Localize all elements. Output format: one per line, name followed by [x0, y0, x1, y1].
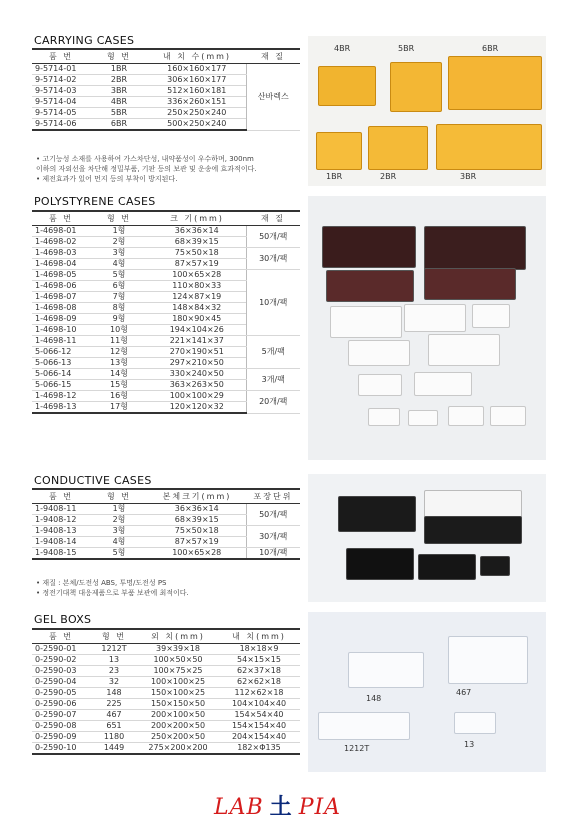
photo-label: 1BR — [326, 172, 343, 181]
table-cell: 5개/팩 — [246, 336, 300, 369]
table-cell: 336×260×151 — [148, 97, 246, 108]
table-cell: 4형 — [90, 259, 148, 270]
table-cell: 1-4698-09 — [32, 314, 90, 325]
table-cell: 182×Φ135 — [218, 743, 300, 755]
col-header: 크 기(mm) — [148, 211, 246, 226]
table-cell: 5BR — [90, 108, 148, 119]
table-cell: 3형 — [90, 248, 148, 259]
conductive-notes — [36, 578, 189, 598]
table-cell: 32 — [90, 677, 138, 688]
table-cell: 87×57×19 — [148, 259, 246, 270]
table-cell: 10형 — [90, 325, 148, 336]
table-cell: 54×15×15 — [218, 655, 300, 666]
table-cell: 180×90×45 — [148, 314, 246, 325]
table-cell: 1형 — [90, 226, 148, 237]
table-cell: 30개/팩 — [246, 248, 300, 270]
table-cell: 1-9408-13 — [32, 526, 90, 537]
logo-lab: LAB — [214, 795, 264, 820]
table-cell: 1-4698-06 — [32, 281, 90, 292]
table-cell: 1-4698-12 — [32, 391, 90, 402]
col-header: 형 번 — [90, 629, 138, 644]
table-row — [32, 644, 300, 655]
table-cell: 0-2590-10 — [32, 743, 90, 755]
gel-boxs-photo — [308, 612, 546, 772]
photo-label: 467 — [456, 688, 472, 697]
table-cell: 275×200×200 — [138, 743, 218, 755]
table-row — [32, 677, 300, 688]
table-cell: 306×160×177 — [148, 75, 246, 86]
table-row — [32, 699, 300, 710]
table-cell: 0-2590-05 — [32, 688, 90, 699]
table-cell: 5형 — [90, 548, 148, 560]
gel-title: GEL BOXS — [34, 613, 92, 626]
table-cell: 110×80×33 — [148, 281, 246, 292]
table-cell: 1449 — [90, 743, 138, 755]
carrying-notes — [36, 154, 257, 184]
col-header: 재 질 — [246, 211, 300, 226]
photo-label: 13 — [464, 740, 475, 749]
table-cell: 4형 — [90, 537, 148, 548]
conductive-title: CONDUCTIVE CASES — [34, 474, 152, 487]
table-cell: 1-4698-02 — [32, 237, 90, 248]
polystyrene-table — [32, 210, 300, 414]
table-cell: 23 — [90, 666, 138, 677]
table-cell: 1-4698-03 — [32, 248, 90, 259]
table-cell: 154×54×40 — [218, 710, 300, 721]
table-cell: 1-4698-05 — [32, 270, 90, 281]
table-cell: 100×50×50 — [138, 655, 218, 666]
table-cell: 62×62×18 — [218, 677, 300, 688]
photo-label: 2BR — [380, 172, 397, 181]
table-cell: 2형 — [90, 515, 148, 526]
table-cell: 10개/팩 — [246, 270, 300, 336]
note-line: 이하의 자외선을 차단해 정밀부품, 기판 등의 보관 및 운송에 효과적이다. — [36, 165, 257, 173]
table-cell: 7형 — [90, 292, 148, 303]
col-header: 재 질 — [246, 49, 300, 64]
table-cell: 148 — [90, 688, 138, 699]
table-cell: 250×200×50 — [138, 732, 218, 743]
table-cell: 363×263×50 — [148, 380, 246, 391]
table-cell: 4BR — [90, 97, 148, 108]
table-cell: 68×39×15 — [148, 515, 246, 526]
col-header: 형 번 — [90, 489, 148, 504]
table-cell: 1-9408-12 — [32, 515, 90, 526]
table-cell: 1BR — [90, 64, 148, 75]
col-header: 형 번 — [90, 49, 148, 64]
polystyrene-title: POLYSTYRENE CASES — [34, 195, 156, 208]
table-cell: 17형 — [90, 402, 148, 414]
table-cell: 9-5714-05 — [32, 108, 90, 119]
note-line: • 재질 : 본체/도전성 ABS, 투명/도전성 PS — [36, 579, 167, 587]
carrying-cases-photo — [308, 36, 546, 186]
table-cell: 150×150×50 — [138, 699, 218, 710]
table-cell: 5-066-14 — [32, 369, 90, 380]
col-header: 내 치(mm) — [218, 629, 300, 644]
table-cell: 160×160×177 — [148, 64, 246, 75]
table-cell: 1-9408-14 — [32, 537, 90, 548]
table-cell: 14형 — [90, 369, 148, 380]
table-row — [32, 226, 300, 237]
carrying-table — [32, 48, 300, 131]
table-cell: 15형 — [90, 380, 148, 391]
table-cell: 0-2590-04 — [32, 677, 90, 688]
table-cell: 5형 — [90, 270, 148, 281]
table-cell: 10개/팩 — [246, 548, 300, 560]
table-cell: 0-2590-01 — [32, 644, 90, 655]
table-cell: 225 — [90, 699, 138, 710]
table-cell: 9-5714-03 — [32, 86, 90, 97]
table-cell: 1-9408-11 — [32, 504, 90, 515]
table-cell: 1-4698-10 — [32, 325, 90, 336]
col-header: 형 번 — [90, 211, 148, 226]
photo-label: 148 — [366, 694, 382, 703]
col-header: 품 번 — [32, 49, 90, 64]
photo-label: 6BR — [482, 44, 499, 53]
table-cell: 100×75×25 — [138, 666, 218, 677]
table-cell: 36×36×14 — [148, 226, 246, 237]
table-cell: 5-066-12 — [32, 347, 90, 358]
table-row — [32, 64, 300, 75]
table-row — [32, 743, 300, 755]
table-cell: 467 — [90, 710, 138, 721]
logo-mid: 土 — [269, 794, 293, 820]
col-header: 외 치(mm) — [138, 629, 218, 644]
table-cell: 9형 — [90, 314, 148, 325]
table-row — [32, 732, 300, 743]
table-cell: 297×210×50 — [148, 358, 246, 369]
table-cell: 87×57×19 — [148, 537, 246, 548]
conductive-table — [32, 488, 300, 560]
table-cell: 200×100×50 — [138, 710, 218, 721]
table-cell: 1-9408-15 — [32, 548, 90, 560]
table-cell: 36×36×14 — [148, 504, 246, 515]
table-cell: 75×50×18 — [148, 526, 246, 537]
col-header: 품 번 — [32, 629, 90, 644]
table-cell: 30개/팩 — [246, 526, 300, 548]
table-cell: 8형 — [90, 303, 148, 314]
table-cell: 5-066-15 — [32, 380, 90, 391]
table-cell: 0-2590-07 — [32, 710, 90, 721]
table-cell: 11형 — [90, 336, 148, 347]
table-cell: 1-4698-13 — [32, 402, 90, 414]
table-cell: 124×87×19 — [148, 292, 246, 303]
table-row — [32, 270, 300, 281]
table-cell: 100×100×25 — [138, 677, 218, 688]
note-line: • 정전기대책 대응제품으로 부품 보관에 최적이다. — [36, 589, 189, 597]
table-row — [32, 721, 300, 732]
table-cell: 2형 — [90, 237, 148, 248]
table-cell: 270×190×51 — [148, 347, 246, 358]
table-cell: 100×100×29 — [148, 391, 246, 402]
photo-label: 1212T — [344, 744, 370, 753]
table-cell: 3개/팩 — [246, 369, 300, 391]
col-header: 본체크기(mm) — [148, 489, 246, 504]
note-line: • 고기능성 소재를 사용하여 가스차단성, 내약품성이 우수하며, 300nm — [36, 155, 254, 163]
carrying-title: CARRYING CASES — [34, 34, 135, 47]
table-row — [32, 526, 300, 537]
col-header: 품 번 — [32, 211, 90, 226]
table-cell: 9-5714-02 — [32, 75, 90, 86]
table-cell: 1형 — [90, 504, 148, 515]
table-cell: 9-5714-04 — [32, 97, 90, 108]
note-line: • 제전효과가 있어 먼지 등의 부착이 방지된다. — [36, 175, 178, 183]
table-row — [32, 655, 300, 666]
table-cell: 6형 — [90, 281, 148, 292]
table-cell: 148×84×32 — [148, 303, 246, 314]
table-row — [32, 391, 300, 402]
conductive-cases-photo — [308, 474, 546, 602]
table-cell: 산바렉스 — [246, 64, 300, 131]
photo-label: 5BR — [398, 44, 415, 53]
lab-topia-logo — [214, 790, 341, 821]
table-cell: 1-4698-01 — [32, 226, 90, 237]
table-cell: 250×250×240 — [148, 108, 246, 119]
table-cell: 2BR — [90, 75, 148, 86]
table-cell: 16형 — [90, 391, 148, 402]
table-cell: 62×37×18 — [218, 666, 300, 677]
table-cell: 68×39×15 — [148, 237, 246, 248]
table-cell: 9-5714-01 — [32, 64, 90, 75]
table-cell: 0-2590-08 — [32, 721, 90, 732]
table-cell: 39×39×18 — [138, 644, 218, 655]
table-cell: 1180 — [90, 732, 138, 743]
table-row — [32, 548, 300, 560]
table-cell: 1-4698-08 — [32, 303, 90, 314]
table-cell: 5-066-13 — [32, 358, 90, 369]
table-row — [32, 666, 300, 677]
table-cell: 13 — [90, 655, 138, 666]
photo-label: 4BR — [334, 44, 351, 53]
col-header: 내 치 수(mm) — [148, 49, 246, 64]
table-cell: 150×100×25 — [138, 688, 218, 699]
table-cell: 1212T — [90, 644, 138, 655]
table-cell: 120×120×32 — [148, 402, 246, 414]
table-cell: 1-4698-04 — [32, 259, 90, 270]
table-cell: 512×160×181 — [148, 86, 246, 97]
table-cell: 112×62×18 — [218, 688, 300, 699]
col-header: 품 번 — [32, 489, 90, 504]
table-cell: 651 — [90, 721, 138, 732]
table-cell: 1-4698-11 — [32, 336, 90, 347]
table-row — [32, 248, 300, 259]
table-cell: 104×104×40 — [218, 699, 300, 710]
table-cell: 0-2590-09 — [32, 732, 90, 743]
table-row — [32, 710, 300, 721]
table-cell: 20개/팩 — [246, 391, 300, 414]
table-cell: 50개/팩 — [246, 504, 300, 526]
table-cell: 330×240×50 — [148, 369, 246, 380]
table-cell: 50개/팩 — [246, 226, 300, 248]
table-cell: 9-5714-06 — [32, 119, 90, 131]
table-cell: 100×65×28 — [148, 270, 246, 281]
gel-table — [32, 628, 300, 755]
polystyrene-cases-photo — [308, 196, 546, 460]
table-cell: 0-2590-06 — [32, 699, 90, 710]
table-cell: 0-2590-03 — [32, 666, 90, 677]
table-cell: 3BR — [90, 86, 148, 97]
logo-pia: PIA — [298, 795, 342, 820]
photo-label: 3BR — [460, 172, 477, 181]
table-row — [32, 369, 300, 380]
table-cell: 200×200×50 — [138, 721, 218, 732]
table-cell: 500×250×240 — [148, 119, 246, 131]
table-cell: 204×154×40 — [218, 732, 300, 743]
table-cell: 221×141×37 — [148, 336, 246, 347]
table-row — [32, 504, 300, 515]
table-cell: 18×18×9 — [218, 644, 300, 655]
table-cell: 6BR — [90, 119, 148, 131]
table-row — [32, 688, 300, 699]
table-cell: 154×154×40 — [218, 721, 300, 732]
table-cell: 75×50×18 — [148, 248, 246, 259]
table-cell: 3형 — [90, 526, 148, 537]
table-cell: 1-4698-07 — [32, 292, 90, 303]
col-header: 포장단위 — [246, 489, 300, 504]
table-cell: 12형 — [90, 347, 148, 358]
table-cell: 13형 — [90, 358, 148, 369]
table-cell: 194×104×26 — [148, 325, 246, 336]
table-cell: 100×65×28 — [148, 548, 246, 560]
table-row — [32, 336, 300, 347]
table-cell: 0-2590-02 — [32, 655, 90, 666]
